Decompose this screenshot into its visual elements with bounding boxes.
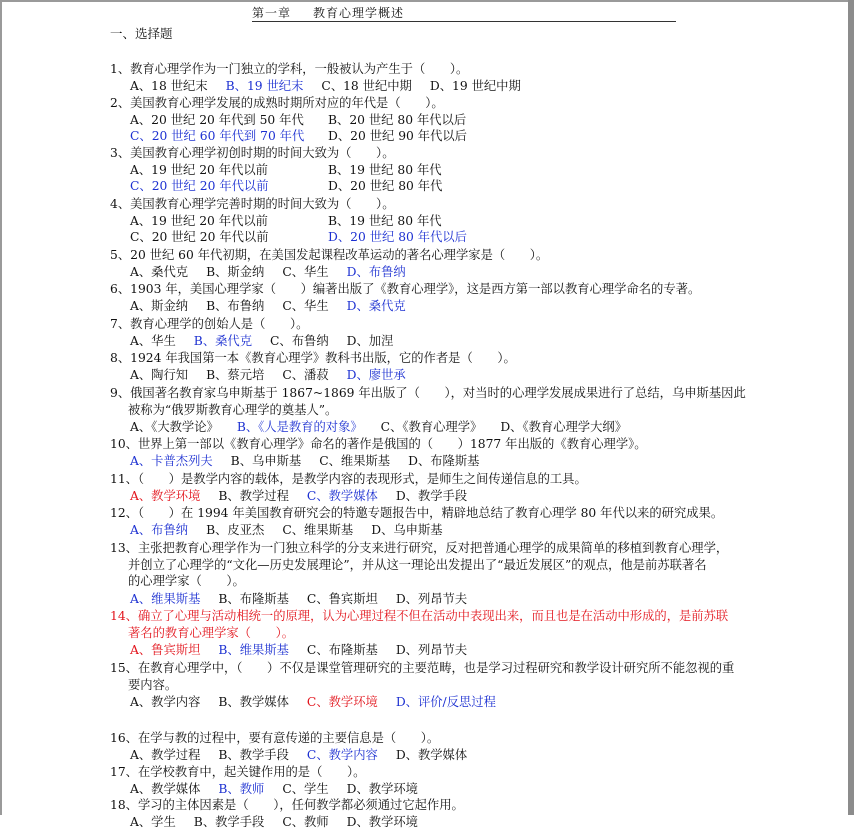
option-c: C、维果斯基 [319,454,391,468]
question-16-options [130,747,485,764]
option-c-answer: C、教学内容 [306,748,378,762]
option-c-answer: C、20 世纪 60 年代到 70 年代 [130,129,305,143]
option-a: A、19 世纪 20 年代以前 [130,163,268,177]
question-3 [110,145,760,162]
question-stem: 1、教育心理学作为一门独立的学科，一般被认为产生于（ ）。 [110,62,469,76]
question-stem: 11、（ ）是教学内容的载体，是教学内容的表现形式，是师生之间传递信息的工具。 [110,472,587,486]
question-14-options [130,642,485,659]
question-5-options [130,264,424,281]
option-c: C、潘菽 [282,368,329,382]
question-6-options [130,298,424,315]
question-3-options [130,162,526,179]
option-c: C、鲁宾斯坦 [306,592,378,606]
option-d: D、19 世纪中期 [429,79,521,93]
option-c: C、18 世纪中期 [321,79,412,93]
question-stem: 4、美国教育心理学完善时期的时间大致为（ ）。 [110,197,395,211]
section-title: 一、选择题 [110,26,173,41]
option-d: D、《教育心理学大纲》 [500,420,627,434]
chapter-label: 第一章 [252,6,292,20]
viewer-scrollbar[interactable] [848,0,854,815]
option-d: D、加涅 [346,334,394,348]
option-a-answer: A、卡普杰列夫 [130,454,213,468]
option-c: C、布鲁纳 [270,334,329,348]
option-d: D、教学环境 [346,815,418,829]
option-c: C、学生 [282,782,329,796]
chapter-title: 教育心理学概述 [313,6,405,20]
option-b: B、教学手段 [193,815,265,829]
option-b: B、布隆斯基 [218,592,289,606]
option-a: A、华生 [130,334,176,348]
question-stem-continued-2: 的心理学家（ ）。 [128,574,245,588]
question-stem: 17、在学校教育中，起关键作用的是（ ）。 [110,765,366,779]
option-c: C、20 世纪 20 年代以前 [130,230,269,244]
option-d: D、布隆斯基 [408,454,480,468]
question-7 [110,316,760,333]
option-a: A、教学媒体 [130,782,201,796]
option-d: D、列昂节夫 [395,592,468,606]
option-d: D、列昂节夫 [395,643,468,657]
option-a-answer: A、布鲁纳 [130,523,189,537]
option-b: B、蔡元培 [206,368,265,382]
question-stem: 14、确立了心理与活动相统一的原理，认为心理过程不但在活动中表现出来，而且也是在活动中形成的，是前苏联 [110,609,729,623]
option-c: C、教师 [282,815,329,829]
question-stem: 5、20 世纪 60 年代初期，在美国发起课程改革运动的著名心理学家是（ ）。 [110,248,549,262]
option-b-answer: B、教师 [218,782,265,796]
question-12-options [130,522,461,539]
option-d-answer: D、评价/反思过程 [395,695,496,709]
question-4-options-row2 [130,229,526,246]
question-stem-continued: 被称为“俄罗斯教育心理学的奠基人”。 [128,402,338,417]
option-a: A、桑代克 [130,265,189,279]
question-stem: 15、在教育心理学中，（ ）不仅是课堂管理研究的主要范畴，也是学习过程研究和教学设计研究所不能忽视的重 [110,661,735,675]
question-9 [110,385,760,418]
option-b-answer: B、19 世纪末 [225,79,304,93]
option-c-answer: C、20 世纪 20 年代以前 [130,179,269,193]
question-stem-continued: 著名的教育心理学家（ ）。 [128,625,295,640]
question-11 [110,471,760,488]
question-stem: 12、（ ）在 1994 年美国教育研究会的特邀专题报告中，精辟地总结了教育心理学 80 年代以来的研究成果。 [110,506,724,520]
question-stem-continued: 并创立了心理学的“文化—历史发展理论”，并从这一理论出发提出了“最近发展区”的观点，他是前苏联著名 [128,557,707,572]
question-stem: 16、在学与教的过程中，要有意传递的主要信息是（ ）。 [110,731,440,745]
option-b: B、布鲁纳 [206,299,265,313]
question-7-options [130,333,411,350]
question-10-options [130,453,497,470]
option-b: B、皮亚杰 [206,523,265,537]
question-stem: 9、俄国著名教育家乌申斯基于 1867~1869 年出版了（ ），对当时的心理学发展成果进行了总结，乌申斯基因此 [110,386,746,400]
question-stem: 7、教育心理学的创始人是（ ）。 [110,317,309,331]
question-12 [110,505,760,522]
option-b-answer: B、《人是教育的对象》 [236,420,363,434]
question-stem: 2、美国教育心理学发展的成熟时期所对应的年代是（ ）。 [110,96,444,110]
option-c-answer: C、教学环境 [306,695,378,709]
question-2 [110,95,760,112]
question-18 [110,797,760,814]
question-13 [110,540,760,590]
option-d: D、20 世纪 80 年代 [328,179,443,193]
option-b: B、19 世纪 80 年代 [328,214,442,228]
question-4-options [130,213,526,230]
option-a: A、教学内容 [130,695,201,709]
option-c: C、华生 [282,299,329,313]
option-a: A、18 世纪末 [130,79,208,93]
question-8-options [130,367,424,384]
question-stem: 13、主张把教育心理学作为一门独立科学的分支来进行研究，反对把普通心理学的成果简单的移植到教育心理学， [110,541,729,555]
question-stem: 6、1903 年，美国心理学家（ ）编著出版了《教育心理学》，这是西方第一部以教育心理学命名的专著。 [110,282,701,296]
question-9-options [130,419,645,436]
question-13-options [130,591,485,608]
document-page [2,2,848,829]
option-d: D、教学手段 [395,489,468,503]
option-c: C、华生 [282,265,329,279]
page-header [252,6,676,22]
option-a: A、教学过程 [130,748,201,762]
option-d: D、乌申斯基 [371,523,443,537]
question-16 [110,730,760,747]
question-stem-continued: 要内容。 [128,677,178,692]
option-c: C、布隆斯基 [306,643,378,657]
question-stem: 3、美国教育心理学初创时期的时间大致为（ ）。 [110,146,395,160]
option-d: D、20 世纪 90 年代以后 [328,129,467,143]
option-d: D、教学环境 [346,782,418,796]
question-stem: 8、1924 年我国第一本《教育心理学》教科书出版，它的作者是（ ）。 [110,351,516,365]
option-a: A、19 世纪 20 年代以前 [130,214,268,228]
option-b-answer: B、桑代克 [193,334,253,348]
option-d: D、教学媒体 [395,748,468,762]
option-d-answer: D、廖世承 [346,368,406,382]
option-d-answer: D、布鲁纳 [346,265,406,279]
question-8 [110,350,760,367]
question-stem: 18、学习的主体因素是（ ），任何教学都必须通过它起作用。 [110,798,464,812]
question-11-options [130,488,485,505]
option-b: B、20 世纪 80 年代以后 [328,113,467,127]
question-4 [110,196,760,213]
question-15 [110,660,760,693]
option-c: C、维果斯基 [282,523,354,537]
option-a: A、斯金纳 [130,299,189,313]
question-17 [110,764,760,781]
question-3-options-row2 [130,178,526,195]
option-b: B、斯金纳 [206,265,265,279]
option-a: A、《大教学论》 [130,420,219,434]
option-a-answer: A、维果斯基 [130,592,201,606]
question-17-options [130,781,436,798]
option-a: A、20 世纪 20 年代到 50 年代 [130,113,304,127]
question-1 [110,61,760,78]
question-10 [110,436,760,453]
option-b: B、教学媒体 [218,695,289,709]
option-d-answer: D、20 世纪 80 年代以后 [328,230,467,244]
option-a-answer: A、鲁宾斯坦 [130,643,201,657]
question-stem: 10、世界上第一部以《教育心理学》命名的著作是俄国的（ ）1877 年出版的《教育心理学》。 [110,437,647,451]
option-c: C、《教育心理学》 [380,420,483,434]
question-5 [110,247,760,264]
option-b: B、19 世纪 80 年代 [328,163,442,177]
option-b: B、教学手段 [218,748,289,762]
question-14 [110,608,760,641]
option-a: A、学生 [130,815,176,829]
option-a: A、陶行知 [130,368,189,382]
question-18-options [130,814,436,831]
option-a-answer: A、教学环境 [130,489,201,503]
question-6 [110,281,760,298]
question-15-options [130,694,514,711]
option-b: B、教学过程 [218,489,289,503]
option-b-answer: B、维果斯基 [218,643,289,657]
question-2-options [130,112,526,129]
option-d-answer: D、桑代克 [346,299,406,313]
option-c-answer: C、教学媒体 [306,489,378,503]
question-2-options-row2 [130,128,526,145]
question-1-options [130,78,539,95]
option-b: B、乌申斯基 [230,454,302,468]
